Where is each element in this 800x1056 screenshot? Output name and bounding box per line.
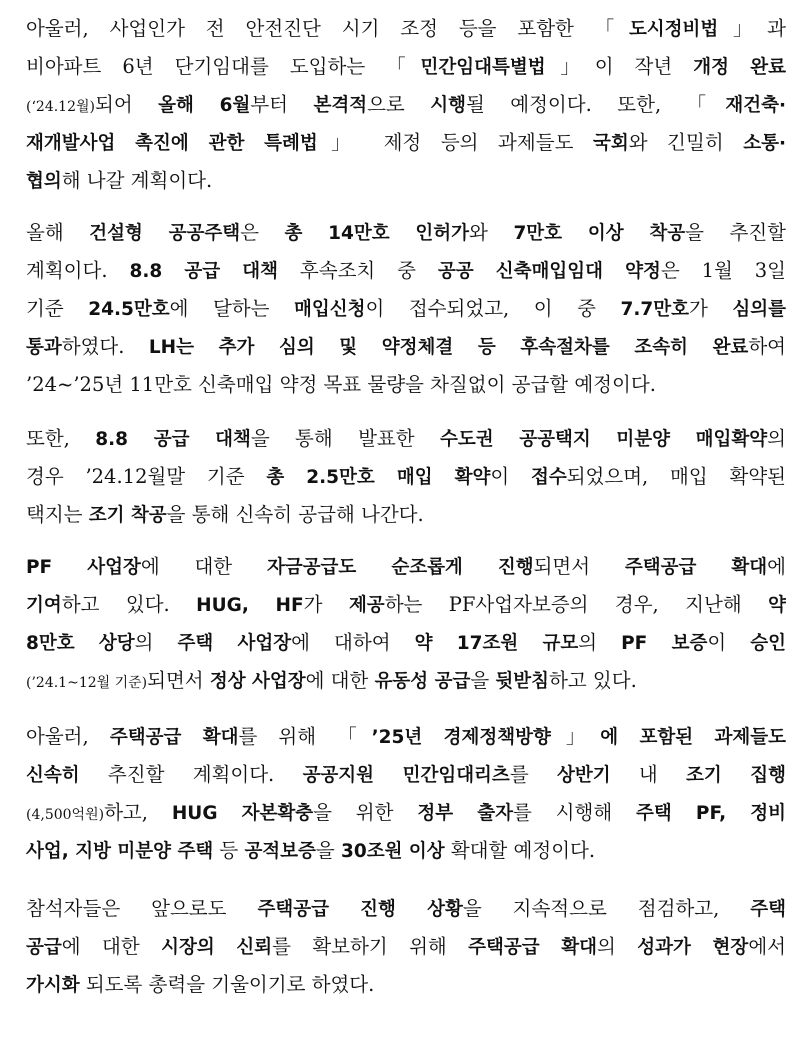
paragraph-4	[26, 548, 786, 700]
text-line	[26, 366, 786, 404]
text-run: 은 1월 3일	[660, 259, 786, 282]
bold-text: 사업, 지방 미분양 주택	[26, 841, 214, 862]
text-run: 하고 있다.	[61, 593, 197, 616]
text-run: 계획이다.	[26, 259, 130, 282]
text-run: 되면서	[533, 555, 625, 578]
bold-text: 기여	[26, 595, 62, 616]
bold-text: 8.8 공급 대책	[95, 429, 251, 450]
bold-text: 국회	[592, 133, 629, 154]
text-line	[26, 928, 786, 966]
text-run: 을 통해 발표한	[250, 427, 441, 450]
text-run: 부터	[250, 93, 314, 116]
bold-text: HUG 자본확충	[171, 803, 314, 824]
text-line	[26, 48, 786, 86]
bold-text: 시장의 신뢰	[161, 937, 273, 958]
text-run: 」이 작년	[545, 55, 694, 78]
text-run: 하고,	[104, 801, 172, 824]
bold-text: 유동성 공급	[374, 671, 471, 692]
text-run: 에 달하는	[169, 297, 294, 320]
bold-text: 자금공급도 순조롭게 진행	[266, 557, 534, 578]
bold-text: LH는 추가 심의 및 약정체결 등 후속절차를 조속히 완료	[148, 337, 749, 358]
text-run: 후속조치 중	[278, 259, 438, 282]
text-run: 하였다.	[61, 335, 149, 358]
text-run: 참석자들은 앞으로도	[26, 897, 258, 920]
text-run: 올해	[26, 221, 90, 244]
text-run: 」과	[718, 17, 786, 40]
bold-text: 신속히	[26, 765, 80, 786]
text-line	[26, 162, 786, 200]
bold-text: HUG, HF	[196, 595, 304, 616]
bold-text: PF 보증	[621, 633, 708, 654]
text-run: 은	[240, 221, 285, 244]
bold-text: 주택공급 확대	[624, 557, 768, 578]
text-line	[26, 890, 786, 928]
bold-text: 재개발사업 촉진에 관한 특례법	[26, 133, 318, 154]
text-run: 등	[213, 839, 245, 862]
text-line	[26, 252, 786, 290]
text-line	[26, 718, 786, 756]
text-run: 」 제정 등의 과제들도	[317, 131, 593, 154]
text-line	[26, 794, 786, 832]
bold-text: 승인	[750, 633, 786, 654]
text-run: 에 대한	[140, 555, 267, 578]
text-run: 하고 있다.	[549, 669, 637, 692]
text-run: 되었으며, 매입 확약된	[566, 465, 786, 488]
bold-text: 주택공급 진행 상황	[257, 899, 463, 920]
bold-text: 주택 PF, 정비	[636, 803, 786, 824]
bold-text: 뒷받침	[495, 671, 550, 692]
text-run: (‘24.12월)	[26, 99, 95, 115]
bold-text: 개정 완료	[693, 57, 786, 78]
text-run: 에 대한	[305, 669, 375, 692]
text-line	[26, 124, 786, 162]
bold-text: 8.8 공급 대책	[129, 261, 278, 282]
text-line	[26, 214, 786, 252]
text-run: 택지는	[26, 503, 89, 526]
bold-text: 조기 집행	[686, 765, 786, 786]
bold-text: 소통·	[743, 133, 786, 154]
bold-text: 정부 출자	[417, 803, 513, 824]
bold-text: 본격적	[313, 95, 368, 116]
bold-text: 조기 착공	[88, 505, 167, 526]
text-run: 에	[767, 555, 786, 578]
bold-text: 협의	[26, 171, 62, 192]
text-line	[26, 624, 786, 662]
text-line	[26, 548, 786, 586]
text-line	[26, 86, 786, 124]
text-run: 기준	[26, 297, 89, 320]
bold-text: 약	[768, 595, 786, 616]
text-run: 이 접수되었고, 이 중	[365, 297, 621, 320]
bold-text: 공공 신축매입임대 약정	[437, 261, 661, 282]
bold-text: 민간임대특별법	[420, 57, 546, 78]
text-line	[26, 496, 786, 534]
text-run: 되면서	[147, 669, 210, 692]
bold-text: 주택 사업장	[177, 633, 292, 654]
bold-text: 주택	[750, 899, 786, 920]
text-run: 을 추진할	[685, 221, 786, 244]
text-run: 을 지속적으로 점검하고,	[462, 897, 751, 920]
text-run: 경우 ’24.12월말 기준	[26, 465, 267, 488]
bold-text: 정상 사업장	[209, 671, 306, 692]
bold-text: 제공	[348, 595, 385, 616]
bold-text: 접수	[530, 467, 567, 488]
text-run: 에 대하여	[291, 631, 415, 654]
bold-text: 올해 6월	[158, 95, 251, 116]
text-run: ’24~’25년 11만호 신축매입 약정 목표 물량을 차질없이 공급할 예정이다.	[26, 373, 656, 396]
bold-text: 주택공급 확대	[468, 937, 598, 958]
text-run: 의	[578, 631, 622, 654]
text-run: 하여	[748, 335, 786, 358]
bold-text: 도시정비법	[628, 19, 719, 40]
text-run: 추진할 계획이다.	[79, 763, 303, 786]
text-run: 를 위해 「	[238, 725, 372, 748]
text-run: 이	[490, 465, 531, 488]
bold-text: 24.5만호	[88, 299, 170, 320]
text-run: 를 확보하기 위해	[272, 935, 469, 958]
text-run: 이	[707, 631, 751, 654]
bold-text: 매입신청	[294, 299, 366, 320]
text-run: 의	[767, 427, 786, 450]
text-run: 되도록 총력을 기울이기로 하였다.	[79, 973, 375, 996]
bold-text: 7.7만호	[620, 299, 689, 320]
text-line	[26, 662, 786, 700]
paragraph-3	[26, 420, 786, 534]
text-line	[26, 756, 786, 794]
text-run: 」	[550, 725, 601, 748]
bold-text: 공공지원 민간임대리츠	[302, 765, 510, 786]
text-run: (’24.1~12월 기준)	[26, 675, 148, 691]
text-line	[26, 586, 786, 624]
text-run: 아울러,	[26, 725, 110, 748]
bold-text: ’25년 경제정책방향	[371, 727, 551, 748]
text-run: 의	[134, 631, 178, 654]
text-run: 으로	[367, 93, 431, 116]
text-run: 와 긴밀히	[628, 131, 744, 154]
text-run: (4,500억원)	[26, 807, 105, 823]
paragraph-6	[26, 890, 786, 1004]
text-line	[26, 328, 786, 366]
text-run: 를 시행해	[512, 801, 637, 824]
text-line	[26, 458, 786, 496]
text-line	[26, 10, 786, 48]
text-run: 을	[315, 839, 341, 862]
bold-text: 공급	[26, 937, 62, 958]
text-run: 해 나갈 계획이다.	[61, 169, 213, 192]
text-line	[26, 290, 786, 328]
bold-text: 수도권 공공택지 미분양 매입확약	[440, 429, 768, 450]
bold-text: 공적보증	[244, 841, 316, 862]
text-run: 가	[689, 297, 733, 320]
text-run: 에 대한	[61, 935, 162, 958]
text-run: 을 통해 신속히 공급해 나간다.	[166, 503, 424, 526]
paragraph-5	[26, 718, 786, 870]
text-run: 를	[509, 763, 557, 786]
text-run: 또한,	[26, 427, 96, 450]
text-line	[26, 420, 786, 458]
bold-text: 성과가 현장	[637, 937, 749, 958]
text-run: 비아파트 6년 단기임대를 도입하는 「	[26, 55, 421, 78]
bold-text: 가시화	[26, 975, 80, 996]
text-run: 하는 PF사업자보증의 경우, 지난해	[384, 593, 769, 616]
bold-text: 건설형 공공주택	[89, 223, 241, 244]
bold-text: 에 포함된 과제들도	[600, 727, 786, 748]
bold-text: 상반기	[556, 765, 611, 786]
text-run: 의	[597, 935, 638, 958]
text-run: 될 예정이다. 또한, 「	[465, 93, 726, 116]
bold-text: 약 17조원 규모	[414, 633, 579, 654]
bold-text: 총 14만호 인허가	[284, 223, 470, 244]
paragraph-1	[26, 10, 786, 200]
text-run: 을 위한	[313, 801, 418, 824]
text-run: 되어	[94, 93, 159, 116]
bold-text: 총 2.5만호 매입 확약	[266, 467, 491, 488]
bold-text: 심의를	[732, 299, 786, 320]
text-run: 확대할 예정이다.	[444, 839, 596, 862]
text-run: 을	[470, 669, 496, 692]
text-run: 아울러, 사업인가 전 안전진단 시기 조정 등을 포함한 「	[26, 17, 629, 40]
bold-text: 30조원 이상	[340, 841, 445, 862]
text-run: 가	[303, 593, 349, 616]
bold-text: 시행	[430, 95, 466, 116]
text-line	[26, 832, 786, 870]
bold-text: 재건축·	[725, 95, 786, 116]
text-run: 와	[469, 221, 514, 244]
bold-text: 주택공급 확대	[109, 727, 239, 748]
text-run: 내	[610, 763, 686, 786]
text-line	[26, 966, 786, 1004]
text-run: 에서	[748, 935, 786, 958]
bold-text: 통과	[26, 337, 62, 358]
bold-text: 8만호 상당	[26, 633, 135, 654]
bold-text: 7만호 이상 착공	[513, 223, 686, 244]
paragraph-2	[26, 214, 786, 404]
bold-text: PF 사업장	[26, 557, 141, 578]
